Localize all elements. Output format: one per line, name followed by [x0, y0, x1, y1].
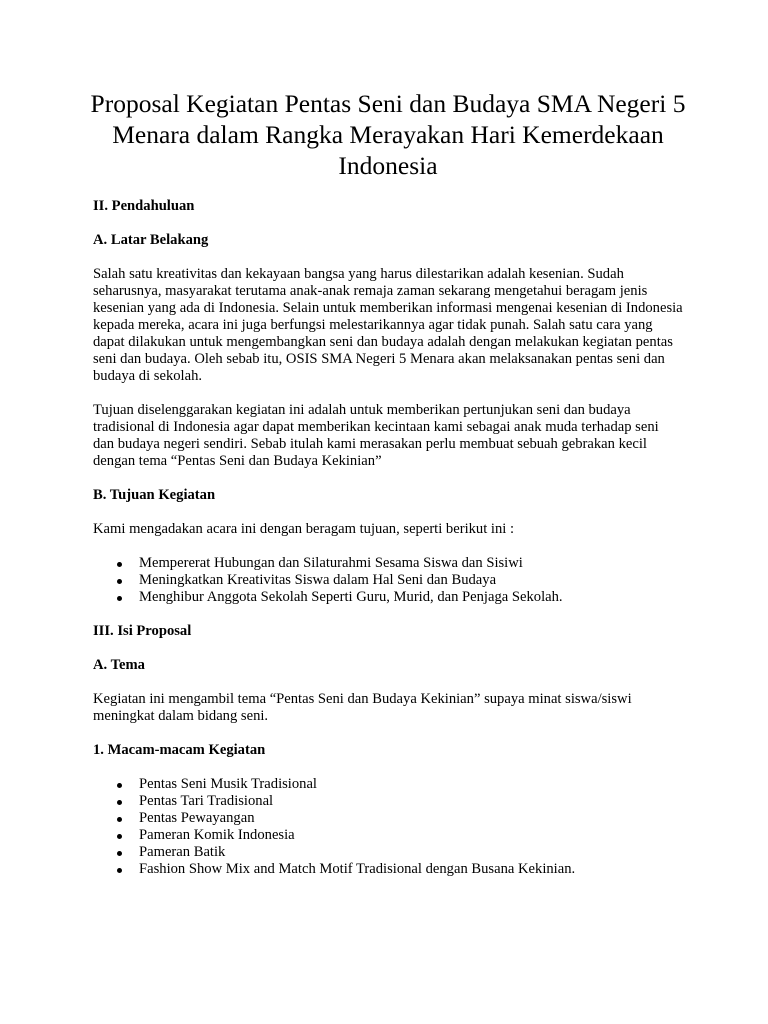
section-heading-isi-proposal: III. Isi Proposal: [93, 623, 192, 639]
list-item: Pentas Pewayangan: [93, 810, 683, 827]
list-item: Meningkatkan Kreativitas Siswa dalam Hal Seni dan Budaya: [93, 572, 683, 589]
bullet-icon: [117, 579, 122, 584]
list-item: Pameran Komik Indonesia: [93, 827, 683, 844]
subheading-tujuan-kegiatan: B. Tujuan Kegiatan: [93, 487, 216, 503]
paragraph-tujuan-intro: Kami mengadakan acara ini dengan beragam tujuan, seperti berikut ini :: [93, 521, 515, 537]
bullet-icon: [117, 868, 122, 873]
document-page: [90, 88, 686, 878]
list-item: Pameran Batik: [93, 844, 683, 861]
paragraph-latar-belakang-2: Tujuan diselenggarakan kegiatan ini adalah untuk memberikan pertunjukan seni dan budaya tradisional di Indonesia agar dapat memberikan kecintaan kami sebagai anak muda terhadap seni dan budaya negeri sendiri. Sebab itulah kami merasakan perlu membuat sebuah gebrakan kecil dengan tema “Pentas Seni dan Budaya Kekinian”: [93, 402, 659, 469]
document-title: Proposal Kegiatan Pentas Seni dan Budaya SMA Negeri 5 Menara dalam Rangka Merayakan Hari Kemerdekaan Indonesia: [90, 89, 686, 180]
list-item: Pentas Seni Musik Tradisional: [93, 776, 683, 793]
bullet-icon: [117, 834, 122, 839]
bullet-icon: [117, 783, 122, 788]
list-item: Mempererat Hubungan dan Silaturahmi Sesama Siswa dan Sisiwi: [93, 555, 683, 572]
subheading-latar-belakang: A. Latar Belakang: [93, 232, 209, 248]
list-item: Menghibur Anggota Sekolah Seperti Guru, Murid, dan Penjaga Sekolah.: [93, 589, 683, 606]
list-item: Pentas Tari Tradisional: [93, 793, 683, 810]
bullet-icon: [117, 562, 122, 567]
subheading-tema: A. Tema: [93, 657, 145, 673]
kegiatan-list: [93, 776, 683, 878]
bullet-icon: [117, 851, 122, 856]
bullet-icon: [117, 817, 122, 822]
bullet-icon: [117, 596, 122, 601]
paragraph-tema: Kegiatan ini mengambil tema “Pentas Seni dan Budaya Kekinian” supaya minat siswa/siswi meningkat dalam bidang seni.: [93, 691, 632, 724]
section-heading-pendahuluan: II. Pendahuluan: [93, 198, 195, 214]
subheading-macam-kegiatan: 1. Macam-macam Kegiatan: [93, 742, 266, 758]
paragraph-latar-belakang-1: Salah satu kreativitas dan kekayaan bangsa yang harus dilestarikan adalah kesenian. Sudah seharusnya, masyarakat terutama anak-anak remaja zaman sekarang mengetahui beragam jenis kesenian yang ada di Indonesia. Selain untuk memberikan informasi mengenai kesenian di Indonesia kepada mereka, acara ini juga berfungsi melestarikannya agar tidak punah. Salah satu cara yang dapat dilakukan untuk mengembangkan seni dan budaya adalah dengan melakukan kegiatan pentas seni dan budaya. Oleh sebab itu, OSIS SMA Negeri 5 Menara akan melaksanakan pentas seni dan budaya di sekolah.: [93, 266, 683, 384]
tujuan-list: [93, 555, 683, 606]
list-item: Fashion Show Mix and Match Motif Tradisional dengan Busana Kekinian.: [93, 861, 683, 878]
bullet-icon: [117, 800, 122, 805]
